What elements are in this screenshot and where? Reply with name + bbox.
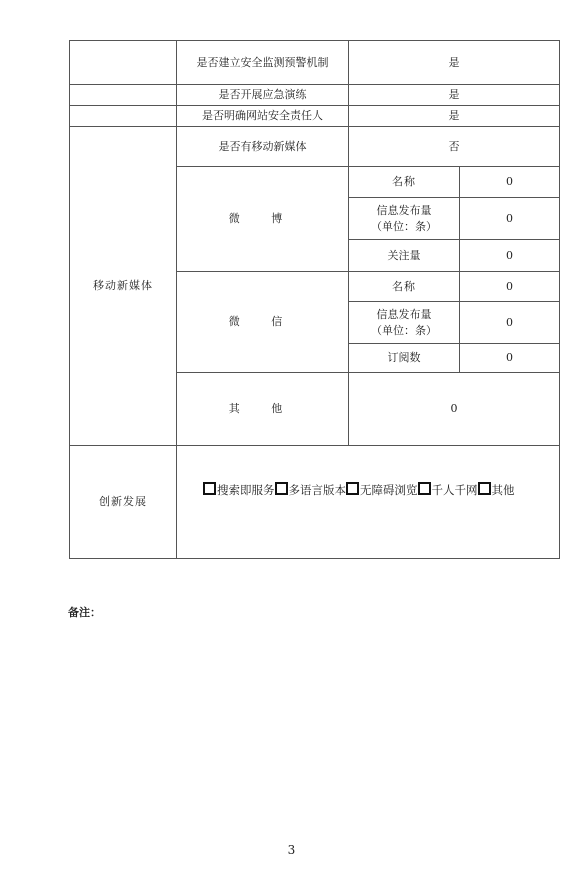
option-label: 其他 [491,483,515,497]
mobile-section-label: 移动新媒体 [70,127,177,446]
option-label: 无障碍浏览 [360,483,418,497]
innovation-label: 创新发展 [70,446,177,559]
wechat-label: 微 信 [177,272,349,373]
option-label: 多语言版本 [288,483,346,497]
weibo-label: 微 博 [177,167,349,272]
wechat-sub-value: 0 [460,344,560,373]
option-accessibility[interactable] [346,483,418,497]
warning-label [177,41,349,85]
wechat-publish-line2: （单位：条） [371,323,437,337]
responsibility-value: 是 [349,106,560,127]
wechat-name-value: 0 [460,272,560,302]
warning-value: 是 [349,41,560,85]
checkbox-icon[interactable] [275,482,288,495]
checkbox-icon[interactable] [346,482,359,495]
weibo-publish-value: 0 [460,198,560,240]
checkbox-icon[interactable] [478,482,491,495]
weibo-follow-value: 0 [460,240,560,272]
option-multilingual[interactable] [275,483,347,497]
responsibility-label: 是否明确网站安全责任人 [177,106,349,127]
wechat-publish-label [349,302,460,344]
wechat-sub-label: 订阅数 [349,344,460,373]
drill-label: 是否开展应急演练 [177,85,349,106]
page-number: 3 [287,843,296,857]
other-label: 其 他 [177,373,349,446]
weibo-name-value: 0 [460,167,560,198]
other-value: 0 [349,373,560,446]
option-label: 千人千网 [431,483,478,497]
weibo-publish-label [349,198,460,240]
option-search-service[interactable] [203,483,275,497]
has-mobile-label: 是否有移动新媒体 [177,127,349,167]
option-label: 搜索即服务 [217,483,275,497]
wechat-publish-value: 0 [460,302,560,344]
drill-value: 是 [349,85,560,106]
wechat-publish-line1: 信息发布量 [376,307,432,321]
weibo-publish-line1: 信息发布量 [376,203,432,217]
checkbox-icon[interactable] [203,482,216,495]
weibo-follow-label: 关注量 [349,240,460,272]
weibo-name-label: 名称 [349,167,460,198]
wechat-name-label: 名称 [349,272,460,302]
has-mobile-value: 否 [349,127,560,167]
warning-label-text: 是否建立安全监测预警机制 [196,55,329,69]
report-table [69,40,560,559]
note-label: 备注： [68,606,101,619]
checkbox-icon[interactable] [418,482,431,495]
weibo-publish-line2: （单位：条） [371,219,437,233]
blank-section-cell-3 [70,106,177,127]
blank-section-cell-2 [70,85,177,106]
blank-section-cell [70,41,177,85]
option-personalized[interactable] [418,483,478,497]
option-other[interactable] [478,483,515,497]
innovation-options [177,446,560,559]
